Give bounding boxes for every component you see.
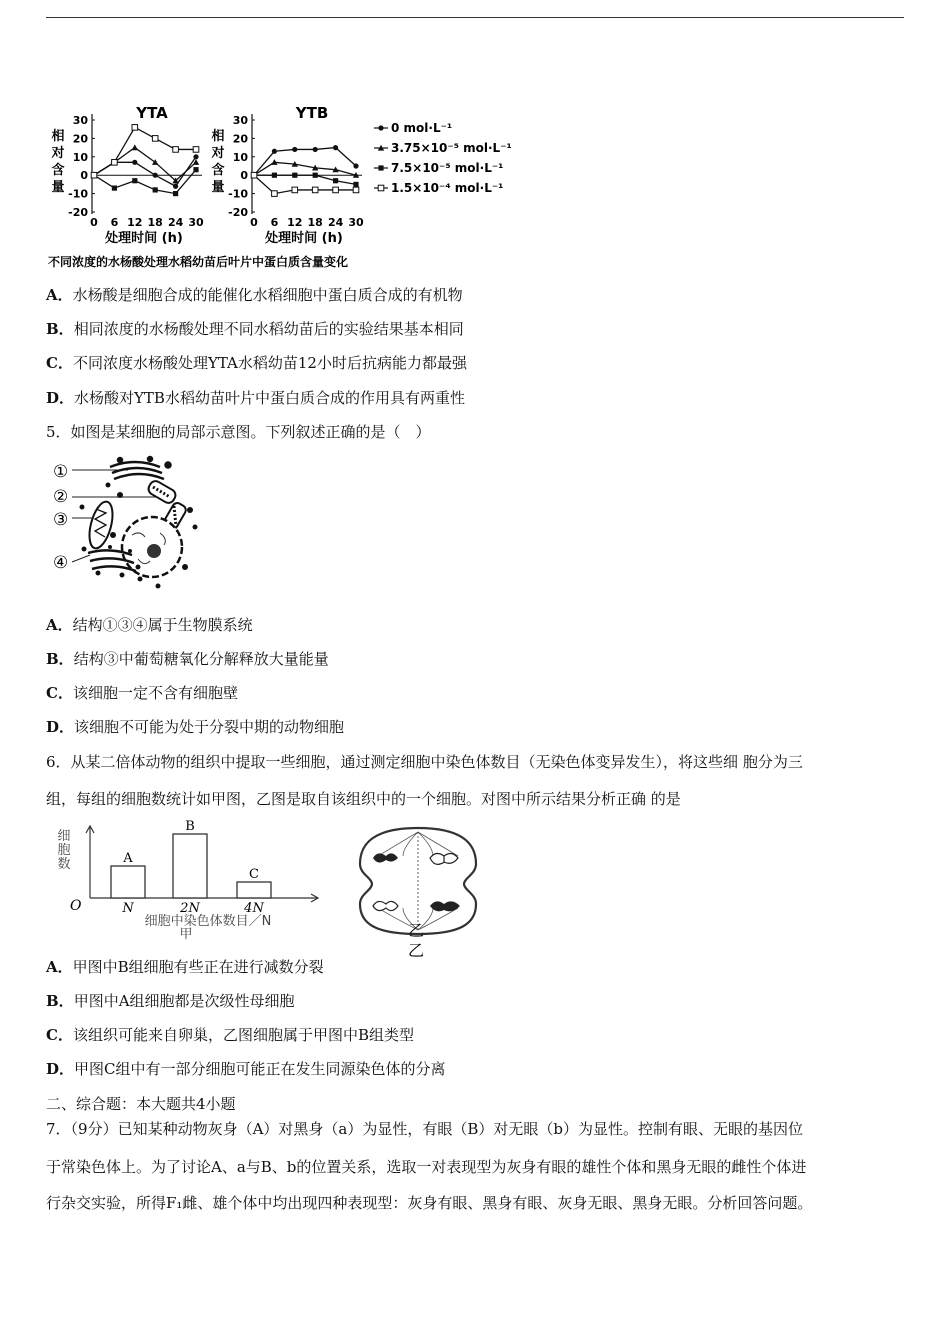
ytb-xtick-label: 6 — [270, 216, 279, 229]
q5-option-a: A．结构①③④属于生物膜系统 — [46, 616, 253, 634]
ytb-series-line — [254, 162, 356, 175]
q4-option-b: B．相同浓度的水杨酸处理不同水稻幼苗后的实验结果基本相同 — [46, 320, 464, 338]
q6-option-d: D．甲图C组中有一部分细胞可能正在发生同源染色体的分离 — [46, 1060, 446, 1078]
yta-ytick-label: -10 — [68, 187, 88, 201]
q6-option-b: B．甲图中A组细胞都是次级性母细胞 — [46, 992, 295, 1010]
ytb-ylabel-char: 量 — [211, 180, 225, 195]
ytb-series-point — [292, 173, 297, 178]
q5-option-b: B．结构③中葡萄糖氧化分解释放大量能量 — [46, 650, 329, 668]
bar-letter-label: A — [123, 851, 133, 866]
yta-xtick-label: 0 — [90, 216, 98, 229]
header-rule — [46, 17, 904, 18]
bar-category-label: 4N — [244, 901, 264, 916]
ytb-series-point — [272, 191, 278, 197]
yta-series-point — [173, 147, 179, 153]
yta-series-point — [193, 154, 198, 159]
q6-option-c: C．该组织可能来自卵巢，乙图细胞属于甲图中B组类型 — [46, 1026, 414, 1044]
bar-origin-label: O — [70, 898, 82, 914]
yta-series-point — [173, 191, 178, 196]
yta-xtick-label: 30 — [188, 216, 204, 229]
yta-series-point — [91, 172, 97, 178]
bar-letter-label: C — [249, 867, 259, 882]
yta-ylabel-char: 含 — [51, 163, 65, 178]
q4-option-a: A．水杨酸是细胞合成的能催化水稻细胞中蛋白质合成的有机物 — [46, 286, 463, 304]
yta-xtick-label: 24 — [167, 216, 184, 229]
q7-line2: 于常染色体上。为了讨论A、a与B、b的位置关系，选取一对表现型为灰身有眼的雄性个体和黑身无眼的雌性个体进 — [46, 1158, 807, 1176]
ytb-series-point — [292, 187, 298, 193]
legend-label: 0 mol·L⁻¹ — [391, 121, 453, 135]
bar-xlabel: 细胞中染色体数目／N — [144, 914, 272, 929]
q7-line3: 行杂交实验，所得F₁雌、雄个体中均出现四种表现型：灰身有眼、黑身有眼、灰身无眼、黑身无眼。分析回答问题。 — [46, 1194, 813, 1212]
ytb-series-point — [251, 172, 257, 178]
figure-b-caption: 乙 — [408, 921, 425, 940]
ytb-ytick-label: 30 — [232, 114, 248, 127]
bar — [111, 866, 145, 898]
ytb-ytick-label: 20 — [232, 132, 248, 146]
legend-label: 7.5×10⁻⁵ mol·L⁻¹ — [391, 161, 504, 175]
ytb-series-point — [313, 147, 318, 152]
bar-chart-plot — [57, 819, 318, 942]
chart-yta — [50, 104, 204, 246]
ytb-ylabel-char: 对 — [211, 146, 225, 161]
yta-xtick-label: 12 — [127, 216, 143, 229]
label-1: ① — [53, 462, 69, 482]
ytb-series-point — [313, 173, 318, 178]
q5-option-d: D．该细胞不可能为处于分裂中期的动物细胞 — [46, 718, 345, 736]
yta-xtick-label: 18 — [147, 216, 163, 229]
nucleus — [122, 517, 182, 577]
ytb-series-point — [312, 187, 318, 193]
yta-series-point — [173, 184, 178, 189]
yta-ylabel-char: 量 — [51, 180, 65, 195]
yta-series-point — [153, 187, 158, 192]
bar-category-label: 2N — [180, 901, 200, 916]
ytb-series-point — [353, 187, 359, 193]
ytb-series-point — [292, 147, 297, 152]
chromosome-bar-chart — [48, 818, 348, 940]
ytb-series-line — [254, 175, 356, 184]
legend-marker — [378, 185, 384, 191]
yta-series-point — [132, 178, 137, 183]
salicylic-acid-line-charts — [44, 100, 524, 275]
yta-series-line — [94, 148, 196, 181]
yta-ylabel-char: 对 — [51, 146, 65, 161]
yta-ytick-label: -20 — [68, 206, 88, 219]
cell-diagram — [50, 455, 220, 590]
legend-label: 1.5×10⁻⁴ mol·L⁻¹ — [391, 181, 504, 195]
ytb-ytick-label: 10 — [232, 150, 248, 164]
q5-stem: 5．如图是某细胞的局部示意图。下列叙述正确的是（ ） — [46, 423, 431, 441]
yta-xlabel: 处理时间 (h) — [105, 231, 183, 246]
figure-caption: 不同浓度的水杨酸处理水稻幼苗后叶片中蛋白质含量变化 — [48, 255, 349, 269]
yta-xtick-label: 6 — [110, 216, 119, 229]
endoplasmic-reticulum — [88, 550, 136, 571]
ytb-xlabel: 处理时间 (h) — [265, 231, 343, 246]
label-4: ④ — [53, 553, 69, 573]
ytb-xtick-label: 12 — [287, 216, 303, 229]
q7-line1: 7．（9分）已知某种动物灰身（A）对黑身（a）为显性，有眼（B）对无眼（b）为显性。控制有眼、无眼的基因位 — [46, 1120, 803, 1138]
mitochondrion — [85, 499, 117, 551]
ytb-ytick-label: 0 — [240, 169, 248, 183]
figure-b-label: 乙 — [408, 941, 425, 960]
q4-option-c: C．不同浓度水杨酸处理YTA水稻幼苗12小时后抗病能力都最强 — [46, 354, 467, 372]
yta-series-line — [94, 170, 196, 194]
q4-option-d: D．水杨酸对YTB水稻幼苗叶片中蛋白质合成的作用具有两重性 — [46, 389, 465, 407]
yta-series-point — [112, 160, 118, 166]
yta-series-point — [132, 125, 138, 131]
yta-series-point — [152, 136, 158, 142]
legend-marker — [378, 165, 383, 170]
yta-ytick-label: 10 — [72, 150, 88, 164]
ytb-ytick-label: -20 — [228, 206, 248, 219]
legend-marker — [378, 125, 383, 130]
yta-title: YTA — [136, 104, 168, 122]
ytb-series-point — [353, 163, 358, 168]
bar-category-label: N — [122, 901, 134, 916]
ytb-ylabel-char: 含 — [211, 163, 225, 178]
bar — [173, 834, 207, 898]
ytb-series-point — [272, 149, 277, 154]
ytb-series-point — [272, 173, 277, 178]
ytb-ylabel-char: 相 — [211, 129, 225, 144]
ytb-series-point — [333, 145, 338, 150]
q6-stem-line1: 6．从某二倍体动物的组织中提取一些细胞，通过测定细胞中染色体数目（无染色体变异发生），将这些细 胞分为三 — [46, 753, 803, 771]
yta-ytick-label: 30 — [72, 114, 88, 127]
bar-ylabel-char: 数 — [57, 857, 71, 872]
yta-series-line — [94, 157, 196, 186]
ytb-series-point — [353, 182, 358, 187]
bar-ylabel-char: 细 — [57, 829, 71, 844]
bar-ylabel-char: 胞 — [57, 843, 71, 858]
legend-label: 3.75×10⁻⁵ mol·L⁻¹ — [391, 141, 512, 155]
ytb-ytick-label: -10 — [228, 187, 248, 201]
section-heading: 二、综合题：本大题共4小题 — [46, 1095, 236, 1113]
q6-option-a: A．甲图中B组细胞有些正在进行减数分裂 — [46, 958, 324, 976]
yta-ylabel-char: 相 — [51, 129, 65, 144]
yta-ytick-label: 20 — [72, 132, 88, 146]
ytb-series-line — [254, 175, 356, 193]
label-2: ② — [53, 487, 69, 507]
yta-ytick-label: 0 — [80, 169, 88, 183]
q6-stem-line2: 组，每组的细胞数统计如甲图，乙图是取自该组织中的一个细胞。对图中所示结果分析正确 的是 — [46, 790, 681, 808]
yta-series-point — [132, 160, 137, 165]
yta-series-point — [112, 185, 117, 190]
yta-series-point — [193, 167, 198, 172]
ytb-title: YTB — [295, 104, 329, 122]
bar-letter-label: B — [185, 819, 195, 834]
chart-ytb — [210, 104, 364, 246]
ytb-xtick-label: 0 — [250, 216, 258, 229]
bar — [237, 882, 271, 898]
ytb-xtick-label: 24 — [327, 216, 344, 229]
ytb-series-point — [333, 178, 338, 183]
yta-series-point — [193, 147, 199, 153]
chart-legend — [374, 121, 512, 195]
q5-option-c: C．该细胞一定不含有细胞壁 — [46, 684, 238, 702]
yta-series-point — [132, 144, 138, 150]
bar-title: 甲 — [179, 927, 193, 942]
golgi-apparatus — [110, 457, 171, 479]
yta-series-point — [153, 173, 158, 178]
ytb-series-point — [333, 187, 339, 193]
ytb-xtick-label: 30 — [348, 216, 364, 229]
ytb-xtick-label: 18 — [307, 216, 323, 229]
label-3: ③ — [53, 510, 69, 530]
